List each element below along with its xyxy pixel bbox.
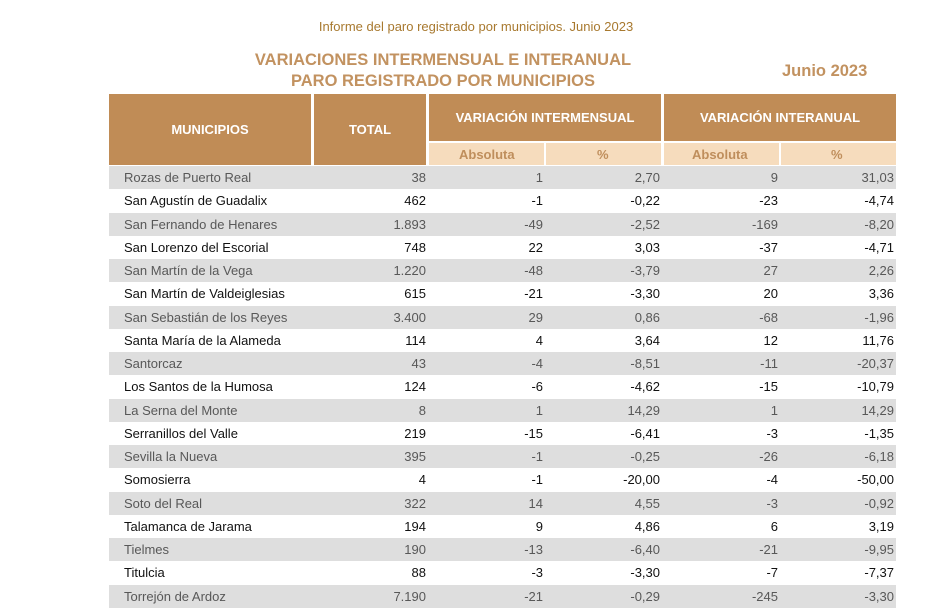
intermensual-absoluta-value: 1 (535, 402, 543, 418)
interanual-absoluta-value: -4 (766, 472, 778, 488)
interanual-absoluta-value: 6 (770, 518, 778, 534)
interanual-percent-value: -1,96 (864, 309, 894, 325)
intermensual-absoluta-value: -15 (524, 425, 543, 441)
header-interanual: VARIACIÓN INTERANUAL (664, 94, 896, 141)
municipio-name: Rozas de Puerto Real (124, 170, 252, 186)
main-title (220, 50, 666, 92)
intermensual-percent-value: -20,00 (623, 472, 660, 488)
total-value: 88 (411, 565, 426, 581)
subheader-interanual-percent: % (781, 143, 896, 165)
intermensual-percent-value: -0,25 (630, 449, 660, 465)
total-value: 194 (404, 518, 426, 534)
interanual-percent-value: -0,92 (864, 495, 894, 511)
interanual-percent-value: -3,30 (864, 588, 894, 604)
interanual-percent-value: -20,37 (857, 356, 894, 372)
interanual-absoluta-value: 1 (770, 402, 778, 418)
total-value: 43 (411, 356, 426, 372)
table-row (109, 445, 896, 468)
interanual-absoluta-value: -245 (751, 588, 778, 604)
municipio-name: Titulcia (124, 565, 165, 581)
intermensual-absoluta-value: -48 (524, 263, 543, 279)
interanual-percent-value: -1,35 (864, 425, 894, 441)
interanual-percent-value: 14,29 (861, 402, 894, 418)
table-row (109, 282, 896, 305)
table-row (109, 329, 896, 352)
intermensual-percent-value: -3,79 (630, 263, 660, 279)
intermensual-absoluta-value: 22 (528, 239, 543, 255)
period-label: Junio 2023 (782, 62, 868, 80)
data-rows (109, 166, 896, 608)
table-row (109, 189, 896, 212)
table-row (109, 352, 896, 375)
intermensual-percent-value: 0,86 (634, 309, 660, 325)
municipio-name: Los Santos de la Humosa (124, 379, 273, 395)
municipio-name: Talamanca de Jarama (124, 518, 252, 534)
interanual-percent-value: 11,76 (862, 332, 894, 348)
interanual-absoluta-value: -23 (759, 193, 778, 209)
table-row (109, 259, 896, 282)
intermensual-absoluta-value: -1 (531, 472, 543, 488)
interanual-percent-value: -4,74 (864, 193, 894, 209)
intermensual-percent-value: -0,22 (630, 193, 660, 209)
municipio-name: San Agustín de Guadalix (124, 193, 268, 209)
intermensual-absoluta-value: 29 (528, 309, 543, 325)
interanual-absoluta-value: -21 (759, 542, 778, 558)
total-value: 4 (418, 472, 426, 488)
intermensual-percent-value: -3,30 (630, 286, 660, 302)
interanual-absoluta-value: 12 (763, 332, 778, 348)
interanual-absoluta-value: -26 (759, 449, 778, 465)
interanual-percent-value: 31,03 (861, 170, 894, 186)
intermensual-percent-value: 4,55 (634, 495, 660, 511)
intermensual-percent-value: -8,51 (630, 356, 660, 372)
table-row (109, 585, 896, 608)
municipio-name: Serranillos del Valle (124, 425, 238, 441)
total-value: 124 (404, 379, 426, 395)
intermensual-percent-value: -6,40 (630, 542, 660, 558)
subheader-intermensual-percent: % (546, 143, 661, 165)
municipio-name: Somosierra (124, 472, 191, 488)
interanual-absoluta-value: -3 (766, 425, 778, 441)
intermensual-absoluta-value: -4 (531, 356, 543, 372)
table-row (109, 236, 896, 259)
total-value: 219 (404, 425, 426, 441)
report-subtitle: Informe del paro registrado por municipios. Junio 2023 (318, 19, 634, 34)
total-value: 462 (404, 193, 426, 209)
interanual-absoluta-value: 9 (770, 170, 778, 186)
interanual-absoluta-value: -7 (766, 565, 778, 581)
interanual-absoluta-value: -169 (751, 216, 778, 232)
intermensual-absoluta-value: -21 (524, 286, 543, 302)
interanual-absoluta-value: 20 (763, 286, 778, 302)
title-line-2: PARO REGISTRADO POR MUNICIPIOS (290, 72, 596, 90)
interanual-percent-value: 3,36 (868, 286, 894, 302)
interanual-absoluta-value: -15 (759, 379, 778, 395)
intermensual-percent-value: -0,29 (630, 588, 660, 604)
municipio-name: Santorcaz (124, 356, 183, 372)
total-value: 3.400 (393, 309, 426, 325)
intermensual-percent-value: 3,64 (634, 332, 660, 348)
municipio-name: Santa María de la Alameda (124, 332, 281, 348)
interanual-percent-value: 3,19 (868, 518, 894, 534)
table-row (109, 422, 896, 445)
intermensual-absoluta-value: -6 (531, 379, 543, 395)
municipio-name: San Sebastián de los Reyes (124, 309, 288, 325)
table-row (109, 515, 896, 538)
title-line-1: VARIACIONES INTERMENSUAL E INTERANUAL (254, 51, 632, 69)
interanual-percent-value: -7,37 (864, 565, 894, 581)
interanual-percent-value: -9,95 (864, 542, 894, 558)
interanual-absoluta-value: -37 (759, 239, 778, 255)
interanual-percent-value: -10,79 (857, 379, 894, 395)
total-value: 1.220 (393, 263, 426, 279)
municipio-name: San Lorenzo del Escorial (124, 239, 269, 255)
table-row (109, 306, 896, 329)
interanual-percent-value: -8,20 (864, 216, 894, 232)
municipio-name: La Serna del Monte (124, 402, 238, 418)
municipio-name: Torrejón de Ardoz (124, 588, 226, 604)
table-row (109, 399, 896, 422)
intermensual-percent-value: -4,62 (630, 379, 660, 395)
intermensual-absoluta-value: 14 (528, 495, 543, 511)
interanual-percent-value: -50,00 (857, 472, 894, 488)
intermensual-percent-value: 14,29 (627, 402, 660, 418)
intermensual-absoluta-value: -1 (531, 449, 543, 465)
table-row (109, 538, 896, 561)
intermensual-percent-value: -6,41 (630, 425, 660, 441)
total-value: 7.190 (393, 588, 426, 604)
intermensual-absoluta-value: -49 (524, 216, 543, 232)
interanual-absoluta-value: -3 (766, 495, 778, 511)
total-value: 1.893 (393, 216, 426, 232)
intermensual-absoluta-value: -3 (531, 565, 543, 581)
total-value: 38 (411, 170, 426, 186)
total-value: 395 (404, 449, 426, 465)
municipio-name: Soto del Real (124, 495, 203, 511)
interanual-percent-value: -4,71 (864, 239, 894, 255)
total-value: 8 (418, 402, 426, 418)
intermensual-percent-value: 3,03 (634, 239, 660, 255)
header-municipios: MUNICIPIOS (109, 94, 311, 165)
intermensual-percent-value: -2,52 (630, 216, 660, 232)
table-row (109, 375, 896, 398)
interanual-absoluta-value: 27 (763, 263, 778, 279)
table-row (109, 492, 896, 515)
intermensual-absoluta-value: 4 (535, 332, 543, 348)
intermensual-absoluta-value: -13 (524, 542, 543, 558)
intermensual-percent-value: 2,70 (634, 170, 660, 186)
total-value: 114 (405, 332, 426, 348)
interanual-absoluta-value: -68 (759, 309, 778, 325)
total-value: 190 (404, 542, 426, 558)
total-value: 322 (404, 495, 426, 511)
intermensual-absoluta-value: 9 (535, 518, 543, 534)
municipio-name: Sevilla la Nueva (124, 449, 218, 465)
subheader-intermensual-absoluta: Absoluta (429, 143, 544, 165)
header-intermensual: VARIACIÓN INTERMENSUAL (429, 94, 661, 141)
intermensual-absoluta-value: 1 (535, 170, 543, 186)
intermensual-absoluta-value: -21 (524, 588, 543, 604)
table-row (109, 166, 896, 189)
header-total: TOTAL (314, 94, 426, 165)
total-value: 748 (404, 239, 426, 255)
subheader-interanual-absoluta: Absoluta (664, 143, 779, 165)
intermensual-percent-value: -3,30 (630, 565, 660, 581)
municipio-name: Tielmes (124, 542, 170, 558)
interanual-absoluta-value: -11 (760, 356, 778, 372)
interanual-percent-value: 2,26 (868, 263, 894, 279)
interanual-percent-value: -6,18 (864, 449, 894, 465)
table-row (109, 561, 896, 584)
municipio-name: San Fernando de Henares (124, 216, 278, 232)
municipio-name: San Martín de Valdeiglesias (124, 286, 285, 302)
total-value: 615 (404, 286, 426, 302)
table-row (109, 468, 896, 491)
intermensual-percent-value: 4,86 (634, 518, 660, 534)
municipio-name: San Martín de la Vega (124, 263, 253, 279)
intermensual-absoluta-value: -1 (531, 193, 543, 209)
table-row (109, 213, 896, 236)
